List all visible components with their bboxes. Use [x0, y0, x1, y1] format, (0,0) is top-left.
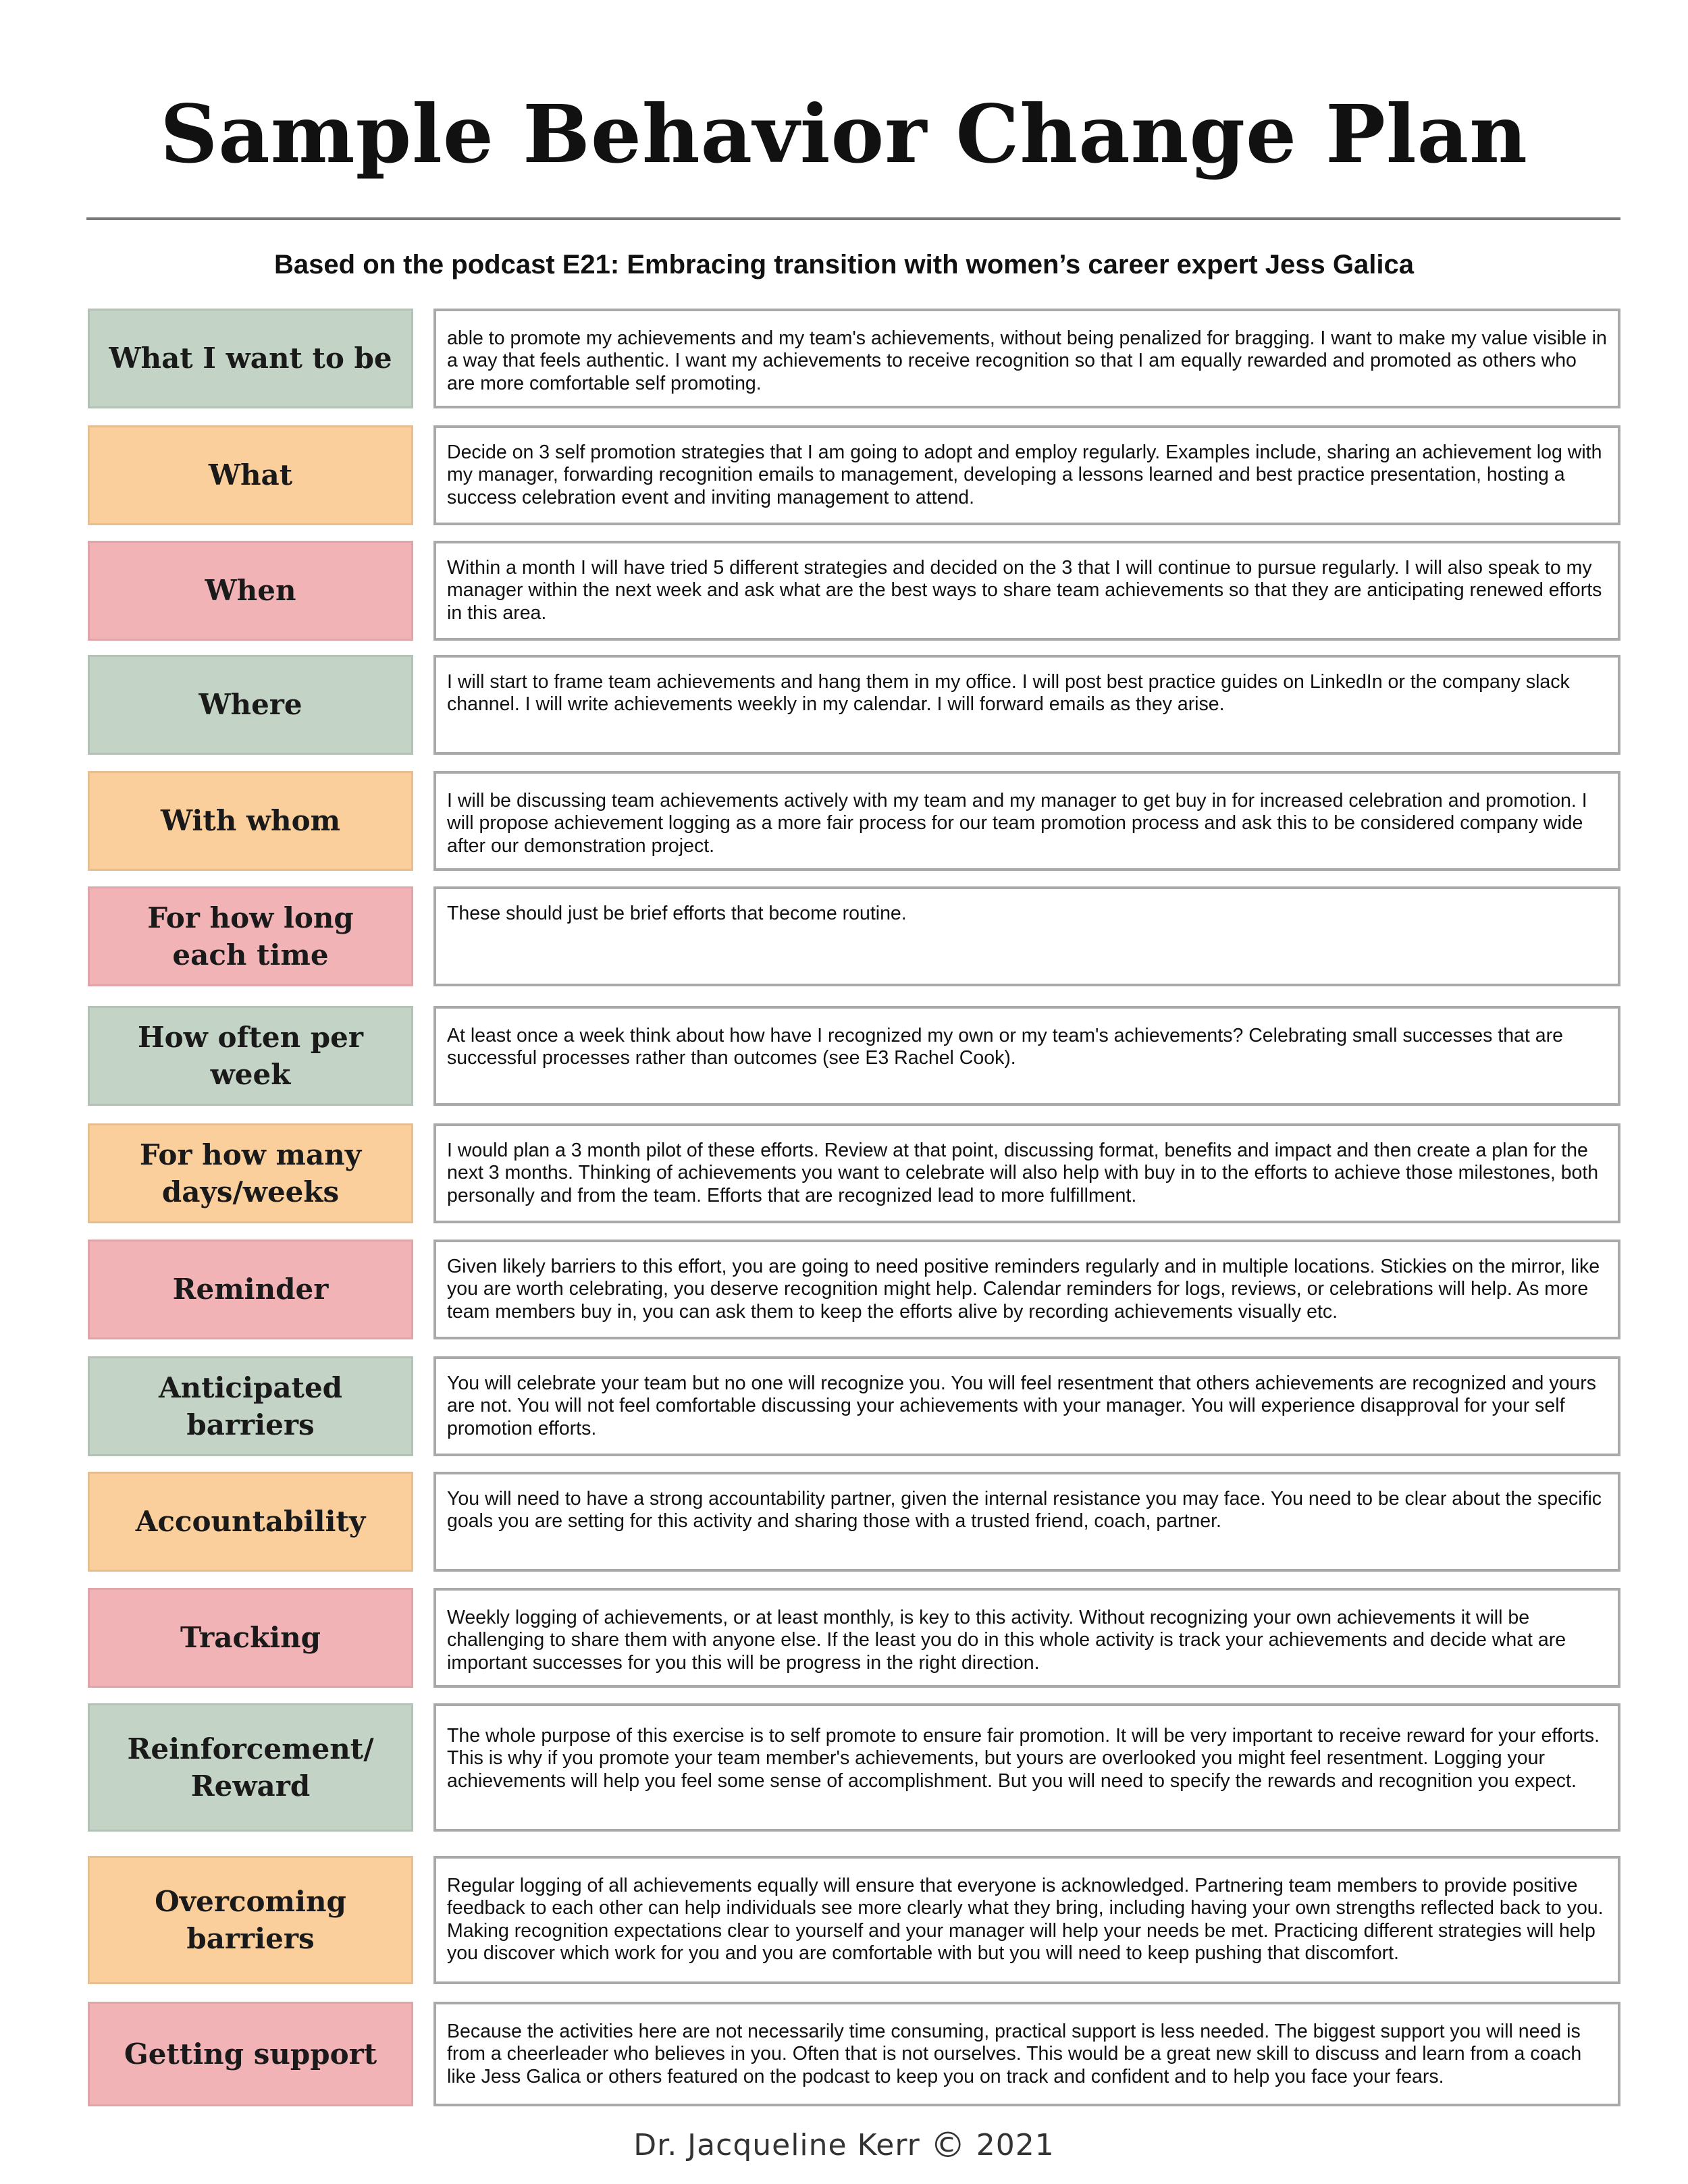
row-label: Reinforcement/ Reward: [88, 1703, 413, 1832]
plan-row-what-i-want-to-be: [88, 309, 1620, 408]
row-text: I would plan a 3 month pilot of these efforts. Review at that point, discussing format, benefits and impact and then create a plan for the next 3 months. Thinking of achievements you want to celebrate will also help with buy in to the efforts to achieve those milestones, both personally and from the team. Efforts that are recognized lead to more fulfillment.: [433, 1123, 1620, 1223]
plan-row-with-whom: [88, 771, 1620, 871]
row-label: How often per week: [88, 1006, 413, 1106]
copyright-icon: ©: [930, 2125, 966, 2166]
row-label: Accountability: [88, 1472, 413, 1572]
footer-credit: [0, 2125, 1688, 2166]
title-divider: [86, 217, 1620, 220]
row-label: Tracking: [88, 1588, 413, 1688]
plan-row-overcoming-barriers: [88, 1856, 1620, 1984]
row-text: I will be discussing team achievements actively with my team and my manager to get buy in for increased celebration and promotion. I will propose achievement logging as a more fair process for our team promotion process and ask this to be considered company wide after our demonstration project.: [433, 771, 1620, 871]
row-label: For how long each time: [88, 886, 413, 986]
plan-row-for-how-long-each-time: [88, 886, 1620, 986]
plan-row-where: [88, 655, 1620, 755]
plan-row-when: [88, 541, 1620, 641]
row-text: Decide on 3 self promotion strategies that I am going to adopt and employ regularly. Examples include, sharing an achievement log with my manager, forwarding recognition emails to management, developing a lessons learned and best practice presentation, hosting a success celebration event and inviting management to attend.: [433, 425, 1620, 525]
plan-row-accountability: [88, 1472, 1620, 1572]
row-label: When: [88, 541, 413, 641]
row-label: Anticipated barriers: [88, 1356, 413, 1456]
row-text: I will start to frame team achievements and hang them in my office. I will post best practice guides on LinkedIn or the company slack channel. I will write achievements weekly in my calendar. I will forward emails as they arise.: [433, 655, 1620, 755]
row-label: Getting support: [88, 2002, 413, 2106]
row-text: These should just be brief efforts that become routine.: [433, 886, 1620, 986]
row-text: You will celebrate your team but no one will recognize you. You will feel resentment that others achievements are recognized and yours are not. You will not feel comfortable discussing your achievements with your manager. You will experience disapproval for your self promotion efforts.: [433, 1356, 1620, 1456]
plan-row-reminder: [88, 1240, 1620, 1339]
footer-author: Dr. Jacqueline Kerr: [633, 2128, 920, 2162]
plan-row-getting-support: [88, 2002, 1620, 2106]
row-text: able to promote my achievements and my team's achievements, without being penalized for bragging. I want to make my value visible in a way that feels authentic. I want my achievements to receive recognition so that I am equally rewarded and promoted as others who are more comfortable self promoting.: [433, 309, 1620, 408]
plan-row-how-often-per-week: [88, 1006, 1620, 1106]
page-title: Sample Behavior Change Plan: [160, 87, 1528, 181]
plan-row-reinforcement-reward: [88, 1703, 1620, 1832]
row-text: The whole purpose of this exercise is to self promote to ensure fair promotion. It will be very important to receive reward for your efforts. This is why if you promote your team member's achievements, but yours are overlooked you might feel resentment. Logging your achievements will help you feel some sense of accomplishment. But you will need to specify the rewards and recognition you expect.: [433, 1703, 1620, 1832]
row-label: Where: [88, 655, 413, 755]
plan-row-anticipated-barriers: [88, 1356, 1620, 1456]
row-label: For how many days/weeks: [88, 1123, 413, 1223]
row-label: What I want to be: [88, 309, 413, 408]
row-text: Within a month I will have tried 5 different strategies and decided on the 3 that I will continue to pursue regularly. I will also speak to my manager within the next week and ask what are the best ways to share team achievements so that they are anticipating renewed efforts in this area.: [433, 541, 1620, 641]
footer-year: 2021: [976, 2128, 1055, 2162]
row-text: Given likely barriers to this effort, you are going to need positive reminders regularly and in multiple locations. Stickies on the mirror, like you are worth celebrating, you deserve recognition might help. Calendar reminders for logs, reviews, or celebrations will help. As more team members buy in, you can ask them to keep the efforts alive by recording achievements visually etc.: [433, 1240, 1620, 1339]
row-label: With whom: [88, 771, 413, 871]
row-label: Overcoming barriers: [88, 1856, 413, 1984]
row-text: Regular logging of all achievements equally will ensure that everyone is acknowledged. Partnering team members to provide positive feedback to each other can help individuals see more clearly what they bring, including having your own strengths reflected back to you. Making recognition expectations clear to yourself and your manager will help your needs be met. Practicing different strategies will help you discover which work for you and you are comfortable with but you will need to keep pushing that discomfort.: [433, 1856, 1620, 1984]
row-label: What: [88, 425, 413, 525]
row-text: You will need to have a strong accountability partner, given the internal resistance you may face. You need to be clear about the specific goals you are setting for this activity and sharing those with a trusted friend, coach, partner.: [433, 1472, 1620, 1572]
row-text: Because the activities here are not necessarily time consuming, practical support is less needed. The biggest support you will need is from a cheerleader who believes in you. Often that is not ourselves. This would be a great new skill to discuss and learn from a coach like Jess Galica or others featured on the podcast to keep you on track and confident and to help you face your fears.: [433, 2002, 1620, 2106]
plan-row-for-how-many-days-weeks: [88, 1123, 1620, 1223]
plan-row-tracking: [88, 1588, 1620, 1688]
plan-row-what: [88, 425, 1620, 525]
row-label: Reminder: [88, 1240, 413, 1339]
row-text: Weekly logging of achievements, or at least monthly, is key to this activity. Without recognizing your own achievements it will be challenging to share them with anyone else. If the least you do in this whole activity is track your achievements and decide what are important successes for you this will be progress in the right direction.: [433, 1588, 1620, 1688]
row-text: At least once a week think about how have I recognized my own or my team's achievements? Celebrating small successes that are successful processes rather than outcomes (see E3 Rachel Cook).: [433, 1006, 1620, 1106]
page-subtitle: Based on the podcast E21: Embracing transition with women’s career expert Jess Galica: [274, 250, 1414, 279]
